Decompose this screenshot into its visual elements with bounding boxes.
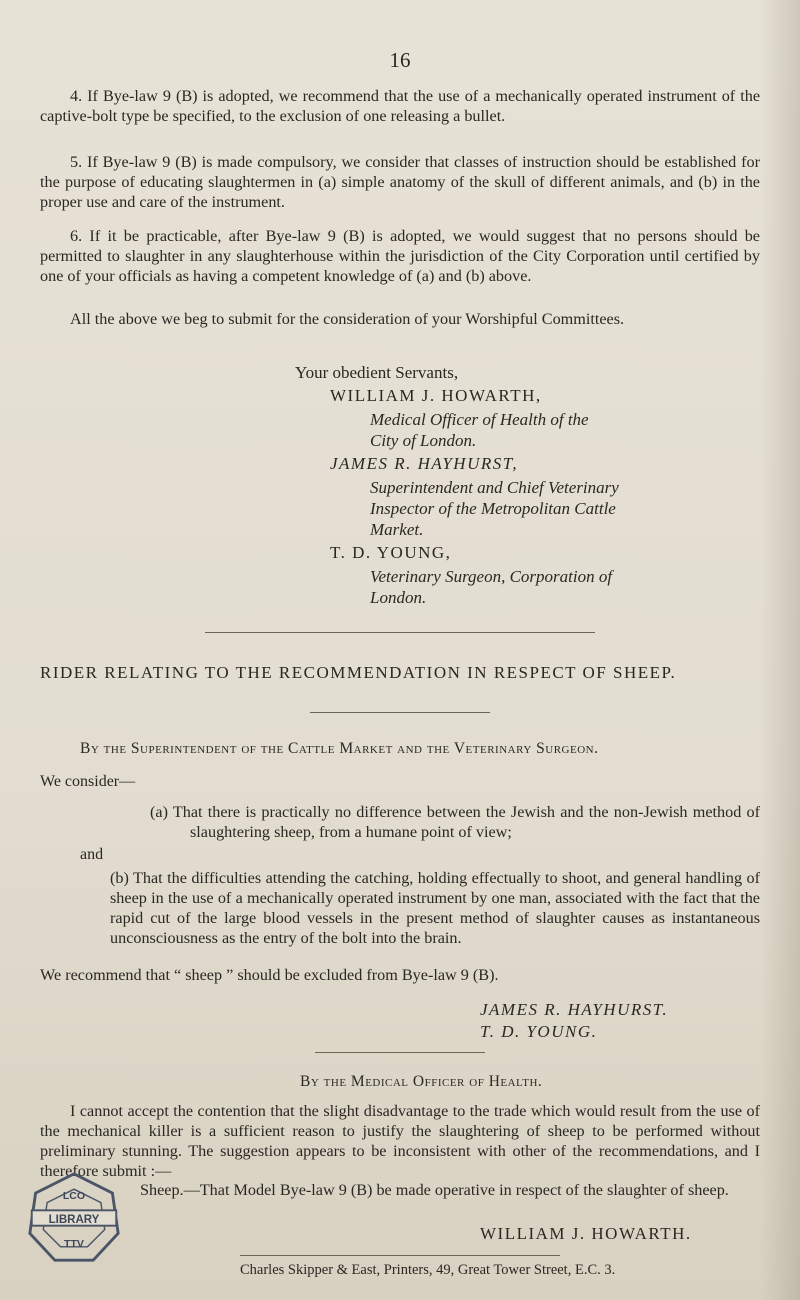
signatory-title: City of London. [370,431,477,450]
item-a: (a) That there is practically no difference between the Jewish and the non-Jewish method of slaughtering sheep, from a humane point of view; [150,803,760,841]
rider-heading: RIDER RELATING TO THE RECOMMENDATION IN RESPECT OF SHEEP. [40,663,677,682]
item-b: (b) That the difficulties attending the catching, holding effectually to shoot, and general handling of sheep in the use of a mechanically operated instrument by one man, associated with the fact that the rapid cut of the large blood vessels in the present method of slaughter causes as instantaneous unconsciousness as the entry of the bolt into the brain. [110,869,760,947]
moh-byline: By the Medical Officer of Health. [300,1073,543,1090]
moh-paragraph: I cannot accept the contention that the slight disadvantage to the trade which would result from the use of the mechanical killer is a sufficient reason to justify the slaughtering of sheep to be performed without preliminary stunning. The suggestion appears to be inconsistent with other of the recommendations, and I therefore submit :— [40,1102,760,1180]
svg-text:LIBRARY: LIBRARY [48,1213,100,1226]
heading-underline [310,712,490,713]
signatory-title: London. [370,588,427,607]
footer-rule [240,1255,560,1256]
paragraph-submit: All the above we beg to submit for the consideration of your Worshipful Committees. [70,310,625,328]
and-connector: and [80,846,104,863]
signatory-name: WILLIAM J. HOWARTH, [330,386,542,405]
signatory-title: Inspector of the Metropolitan Cattle [370,499,616,518]
closing-line: Your obedient Servants, [295,363,459,382]
sheep-paragraph: Sheep.—That Model Bye-law 9 (B) be made operative in respect of the slaughter of sheep. [140,1181,729,1199]
rider-byline: By the Superintendent of the Cattle Market and the Veterinary Surgeon. [80,740,599,757]
paragraph-5: 5. If Bye-law 9 (B) is made compulsory, we consider that classes of instruction should be established for the purpose of educating slaughtermen in (a) simple anatomy of the skull of different animals, and (b) in the proper use and care of the instrument. [40,153,760,211]
signatory-title: Superintendent and Chief Veterinary [370,478,619,497]
svg-text:TTV: TTV [64,1237,84,1250]
paragraph-6: 6. If it be practicable, after Bye-law 9 (B) is adopted, we would suggest that no persons should be permitted to slaughter in any slaughterhouse within the jurisdiction of the City Corporation until certified by one of your officials as having a competent knowledge of (a) and (b) above. [40,227,760,285]
rider-signature: T. D. YOUNG. [480,1022,598,1041]
signatory-name: T. D. YOUNG, [330,543,452,562]
printer-imprint: Charles Skipper & East, Printers, 49, Great Tower Street, E.C. 3. [240,1262,616,1278]
page-edge-shadow [760,0,800,1300]
signatory-name: JAMES R. HAYHURST, [330,454,519,473]
section-divider [315,1052,485,1053]
section-divider [205,632,595,633]
svg-text:LCO: LCO [62,1189,86,1202]
we-consider: We consider— [40,773,136,790]
signatory-title: Medical Officer of Health of the [370,410,589,429]
recommendation-line: We recommend that “ sheep ” should be excluded from Bye-law 9 (B). [40,966,499,984]
library-stamp-icon [26,1170,122,1266]
page-number: 16 [389,48,411,72]
paragraph-4: 4. If Bye-law 9 (B) is adopted, we recommend that the use of a mechanically operated instrument of the captive-bolt type be specified, to the exclusion of one releasing a bullet. [40,87,760,125]
signatory-title: Market. [370,520,424,539]
rider-signature: JAMES R. HAYHURST. [480,1000,669,1019]
moh-signature: WILLIAM J. HOWARTH. [480,1224,692,1243]
signatory-title: Veterinary Surgeon, Corporation of [370,567,613,586]
